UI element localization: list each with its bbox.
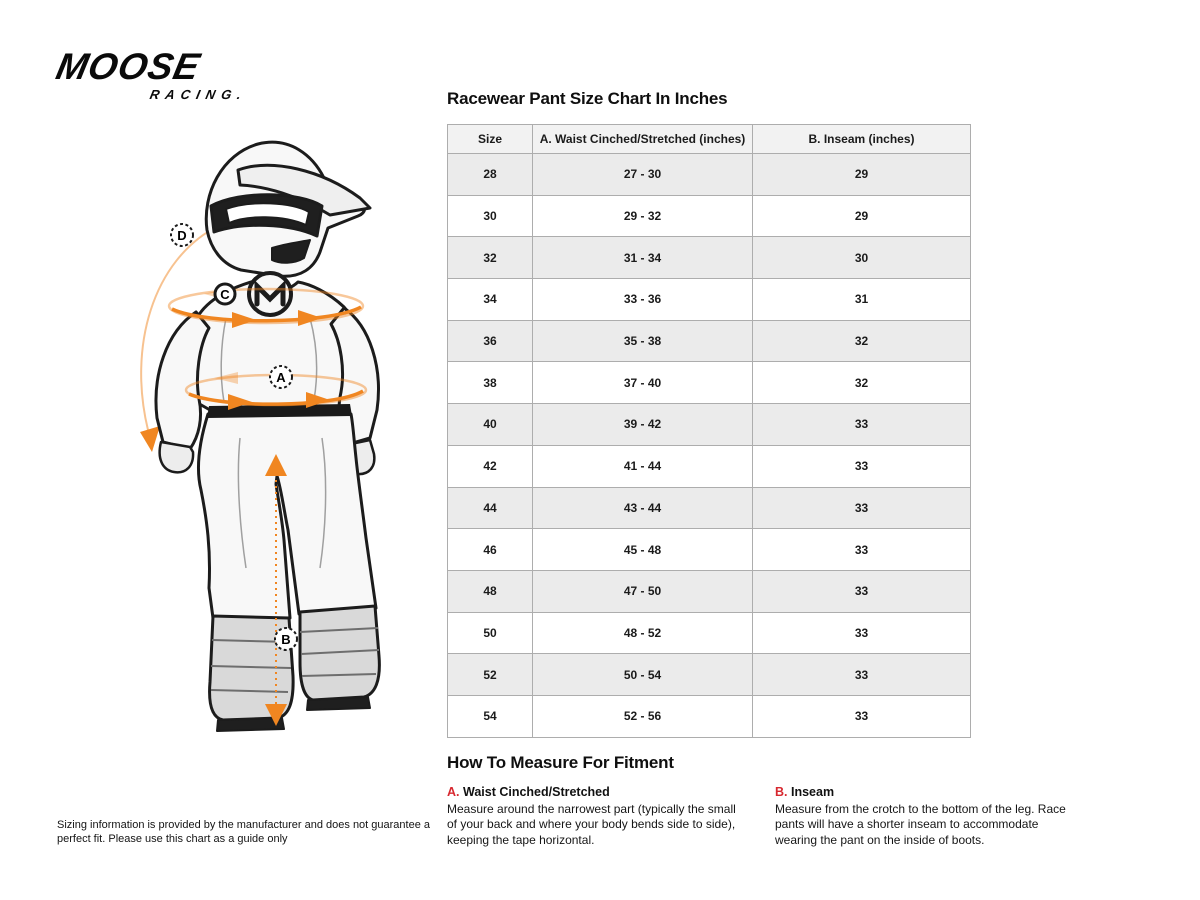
size-table-body	[448, 154, 971, 738]
waist-cell: 35 - 38	[533, 320, 753, 362]
table-row	[448, 237, 971, 279]
right-boot-sole	[307, 697, 370, 710]
waist-cell: 45 - 48	[533, 529, 753, 571]
size-cell: 36	[448, 320, 533, 362]
table-row	[448, 320, 971, 362]
table-row	[448, 487, 971, 529]
inseam-cell: 33	[753, 404, 971, 446]
size-cell: 46	[448, 529, 533, 571]
left-glove	[160, 442, 193, 472]
table-header-row	[448, 125, 971, 154]
inseam-cell: 30	[753, 237, 971, 279]
waist-cell: 47 - 50	[533, 570, 753, 612]
measure-name-inseam: Inseam	[790, 785, 835, 799]
table-row	[448, 612, 971, 654]
size-table	[447, 124, 971, 738]
pants	[198, 414, 376, 618]
table-row	[448, 445, 971, 487]
table-row	[448, 529, 971, 571]
inseam-cell: 33	[753, 654, 971, 696]
rider-measurement-illustration	[60, 118, 420, 738]
chest-moose-emblem	[249, 273, 291, 315]
inseam-cell: 29	[753, 195, 971, 237]
table-row	[448, 404, 971, 446]
inseam-cell: 33	[753, 487, 971, 529]
size-cell: 28	[448, 154, 533, 196]
table-row	[448, 279, 971, 321]
measure-instruction-waist	[447, 785, 743, 848]
waist-cell: 37 - 40	[533, 362, 753, 404]
arm-measure-arrow	[140, 426, 160, 452]
inseam-cell: 33	[753, 695, 971, 737]
svg-text:D: D	[177, 228, 187, 243]
measure-letter-a: A.	[447, 785, 460, 799]
inseam-cell: 32	[753, 362, 971, 404]
how-to-measure-section	[447, 753, 1095, 848]
column-header-inseam: B. Inseam (inches)	[753, 125, 971, 154]
waist-cell: 27 - 30	[533, 154, 753, 196]
waist-cell: 41 - 44	[533, 445, 753, 487]
waist-cell: 52 - 56	[533, 695, 753, 737]
size-cell: 30	[448, 195, 533, 237]
size-cell: 32	[448, 237, 533, 279]
waist-cell: 48 - 52	[533, 612, 753, 654]
how-to-measure-title: How To Measure For Fitment	[447, 753, 674, 772]
measure-instruction-inseam	[775, 785, 1081, 848]
size-cell: 50	[448, 612, 533, 654]
measure-body-waist: Measure around the narrowest part (typically the small of your back and where your body bends side to side), keeping the tape horizontal.	[447, 802, 736, 847]
inseam-cell: 33	[753, 570, 971, 612]
measure-instruction-waist-heading	[447, 785, 743, 799]
size-cell: 42	[448, 445, 533, 487]
waist-cell: 39 - 42	[533, 404, 753, 446]
label-chest-c	[215, 284, 235, 304]
svg-text:B: B	[281, 632, 291, 647]
measure-name-waist: Waist Cinched/Stretched	[462, 785, 610, 799]
label-arm-d	[171, 224, 193, 246]
table-row	[448, 362, 971, 404]
size-cell: 52	[448, 654, 533, 696]
inseam-cell: 33	[753, 612, 971, 654]
inseam-cell: 32	[753, 320, 971, 362]
measure-body-inseam: Measure from the crotch to the bottom of the leg. Race pants will have a shorter inseam to accommodate wearing the pant on the inside of boots.	[775, 802, 1066, 847]
moose-racing-logo	[52, 46, 249, 102]
svg-text:C: C	[220, 287, 230, 302]
label-inseam-b	[275, 628, 297, 650]
disclaimer-text: Sizing information is provided by the manufacturer and does not guarantee a perfect fit. Please use this chart as a guide only	[57, 819, 431, 846]
measure-instruction-inseam-heading	[775, 785, 1081, 799]
table-row	[448, 195, 971, 237]
waist-cell: 31 - 34	[533, 237, 753, 279]
size-cell: 54	[448, 695, 533, 737]
table-row	[448, 695, 971, 737]
size-cell: 48	[448, 570, 533, 612]
waist-cell: 33 - 36	[533, 279, 753, 321]
inseam-cell: 29	[753, 154, 971, 196]
logo-racing-text: RACING.	[148, 87, 249, 102]
size-cell: 44	[448, 487, 533, 529]
size-cell: 38	[448, 362, 533, 404]
column-header-waist: A. Waist Cinched/Stretched (inches)	[533, 125, 753, 154]
waist-cell: 29 - 32	[533, 195, 753, 237]
svg-text:A: A	[276, 370, 286, 385]
waist-cell: 50 - 54	[533, 654, 753, 696]
waist-cell: 43 - 44	[533, 487, 753, 529]
page-title: Racewear Pant Size Chart In Inches	[447, 89, 728, 108]
measure-letter-b: B.	[775, 785, 788, 799]
size-cell: 40	[448, 404, 533, 446]
inseam-cell: 31	[753, 279, 971, 321]
inseam-cell: 33	[753, 445, 971, 487]
column-header-size: Size	[448, 125, 533, 154]
table-row	[448, 570, 971, 612]
table-row	[448, 654, 971, 696]
size-cell: 34	[448, 279, 533, 321]
table-row	[448, 154, 971, 196]
inseam-cell: 33	[753, 529, 971, 571]
label-waist-a	[270, 366, 292, 388]
logo-moose-text: MOOSE	[52, 46, 205, 87]
